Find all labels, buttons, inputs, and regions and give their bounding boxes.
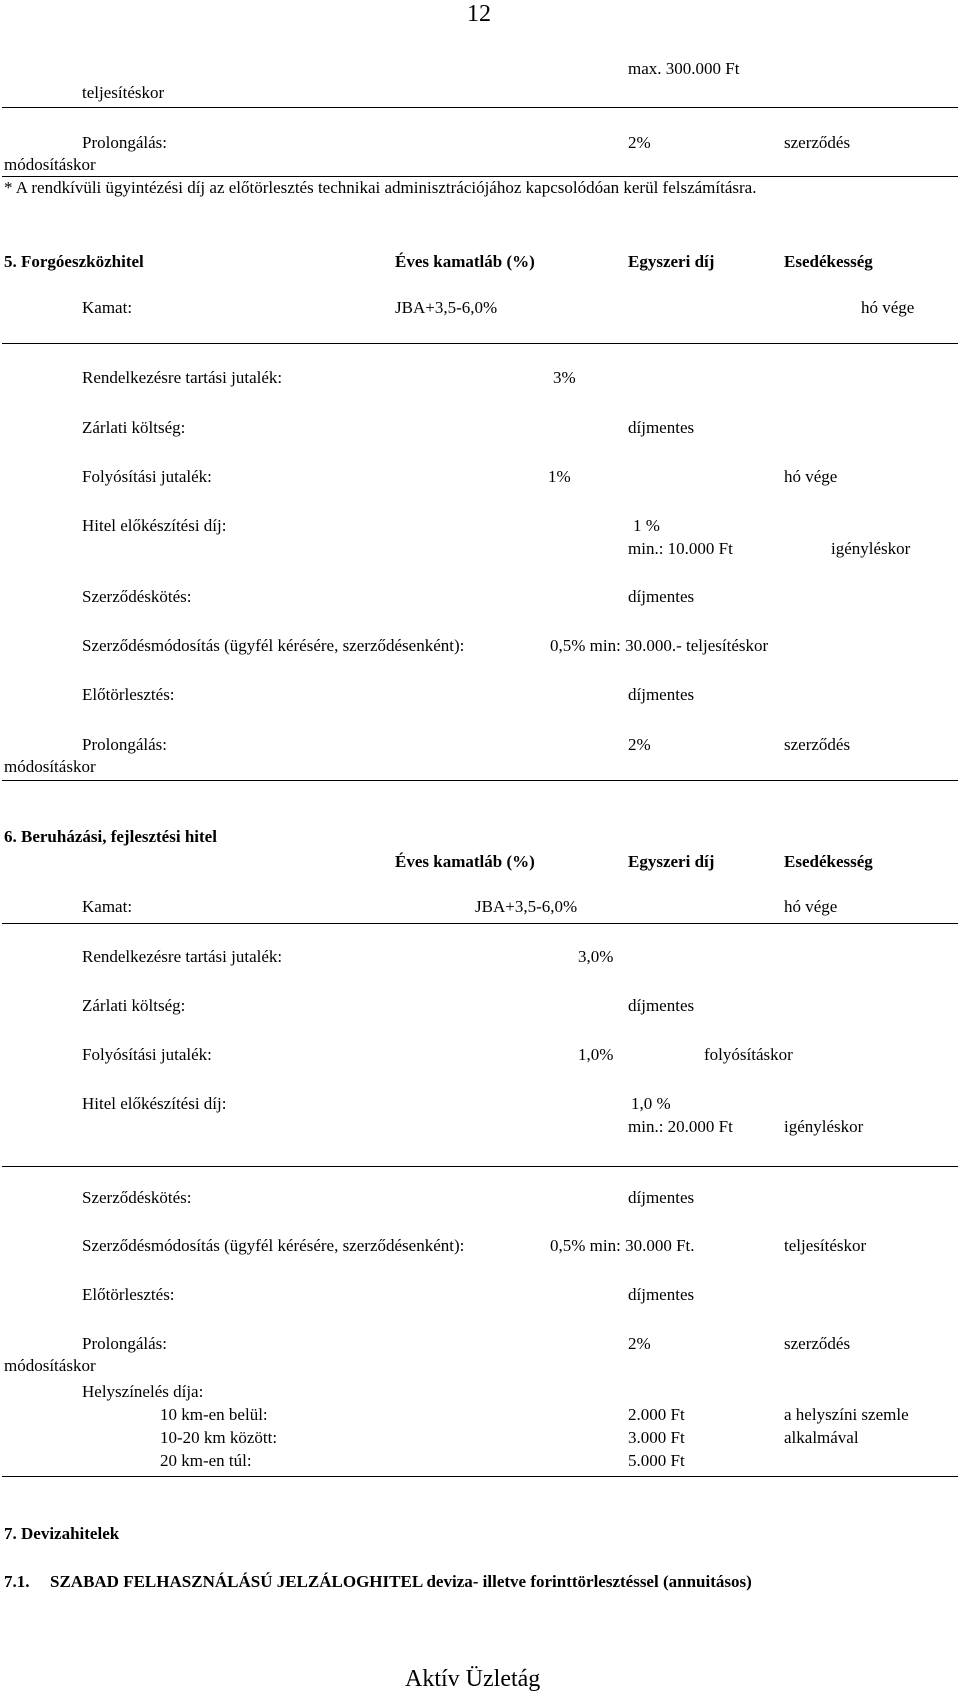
commitment-fee-value: 3% xyxy=(553,368,576,387)
interest-label: Kamat: xyxy=(82,897,133,916)
closing-cost-label: Zárlati költség: xyxy=(82,418,186,437)
contract-modification-value: 0,5% min: 30.000.- teljesítéskor xyxy=(550,636,769,655)
closing-cost-value: díjmentes xyxy=(628,996,695,1015)
prolongation-modification: módosításkor xyxy=(4,155,96,174)
disbursement-fee-label: Folyósítási jutalék: xyxy=(82,467,212,486)
header-interest-rate: Éves kamatláb (%) xyxy=(395,252,535,271)
preparation-fee-label: Hitel előkészítési díj: xyxy=(82,1094,227,1113)
disbursement-fee-label: Folyósítási jutalék: xyxy=(82,1045,212,1064)
teljesiteskor-text: teljesítéskor xyxy=(82,83,165,102)
divider xyxy=(2,1476,958,1477)
divider xyxy=(2,923,958,924)
divider xyxy=(2,176,958,177)
site-inspection-tier-2: 10-20 km között: xyxy=(160,1428,278,1447)
commitment-fee-label: Rendelkezésre tartási jutalék: xyxy=(82,947,283,966)
contracting-value: díjmentes xyxy=(628,587,695,606)
header-one-time-fee: Egyszeri díj xyxy=(628,852,715,871)
prolongation-label: Prolongálás: xyxy=(82,735,167,754)
divider xyxy=(2,780,958,781)
subsection-7-1-title: SZABAD FELHASZNÁLÁSÚ JELZÁLOGHITEL deviza- illetve forinttörlesztéssel (annuitásos) xyxy=(50,1572,752,1591)
closing-cost-value: díjmentes xyxy=(628,418,695,437)
prolongation-contract: szerződés xyxy=(784,133,851,152)
divider xyxy=(2,107,958,108)
divider xyxy=(2,1166,958,1167)
prolongation-value: 2% xyxy=(628,133,651,152)
site-inspection-tier-2-fee: 3.000 Ft xyxy=(628,1428,685,1447)
contracting-label: Szerződéskötés: xyxy=(82,1188,192,1207)
prepayment-value: díjmentes xyxy=(628,685,695,704)
section-7-title: 7. Devizahitelek xyxy=(4,1524,120,1543)
contract-modification-value: 0,5% min: 30.000 Ft. xyxy=(550,1236,695,1255)
prolongation-label: Prolongálás: xyxy=(82,133,167,152)
footnote: * A rendkívüli ügyintézési díj az előtörlesztés technikai adminisztrációjához kapcsolódóan kerül felszámításra. xyxy=(4,178,757,197)
interest-due: hó vége xyxy=(861,298,915,317)
site-inspection-tier-1: 10 km-en belül: xyxy=(160,1405,268,1424)
section-5-title: 5. Forgóeszközhitel xyxy=(4,252,144,271)
disbursement-fee-due: hó vége xyxy=(784,467,838,486)
preparation-fee-due: igényléskor xyxy=(831,539,911,558)
preparation-fee-min: min.: 10.000 Ft xyxy=(628,539,733,558)
header-due: Esedékesség xyxy=(784,852,873,871)
prepayment-label: Előtörlesztés: xyxy=(82,1285,175,1304)
prolongation-value: 2% xyxy=(628,1334,651,1353)
divider xyxy=(2,343,958,344)
interest-value: JBA+3,5-6,0% xyxy=(475,897,578,916)
interest-value: JBA+3,5-6,0% xyxy=(395,298,498,317)
page-number: 12 xyxy=(467,1,491,27)
site-inspection-tier-3: 20 km-en túl: xyxy=(160,1451,252,1470)
header-one-time-fee: Egyszeri díj xyxy=(628,252,715,271)
prolongation-modification: módosításkor xyxy=(4,1356,96,1375)
disbursement-fee-value: 1% xyxy=(548,467,571,486)
prepayment-value: díjmentes xyxy=(628,1285,695,1304)
disbursement-fee-value: 1,0% xyxy=(578,1045,614,1064)
site-inspection-label: Helyszínelés díja: xyxy=(82,1382,204,1401)
contracting-label: Szerződéskötés: xyxy=(82,587,192,606)
site-inspection-tier-3-fee: 5.000 Ft xyxy=(628,1451,685,1470)
prepayment-label: Előtörlesztés: xyxy=(82,685,175,704)
preparation-fee-min: min.: 20.000 Ft xyxy=(628,1117,733,1136)
prolongation-modification: módosításkor xyxy=(4,757,96,776)
header-due: Esedékesség xyxy=(784,252,873,271)
preparation-fee-pct: 1,0 % xyxy=(631,1094,671,1113)
contract-modification-label: Szerződésmódosítás (ügyfél kérésére, szerződésenként): xyxy=(82,636,465,655)
interest-label: Kamat: xyxy=(82,298,133,317)
preparation-fee-label: Hitel előkészítési díj: xyxy=(82,516,227,535)
section-6-title: 6. Beruházási, fejlesztési hitel xyxy=(4,827,217,846)
interest-due: hó vége xyxy=(784,897,838,916)
commitment-fee-label: Rendelkezésre tartási jutalék: xyxy=(82,368,283,387)
prolongation-value: 2% xyxy=(628,735,651,754)
subsection-7-1-number: 7.1. xyxy=(4,1572,30,1591)
preparation-fee-pct: 1 % xyxy=(633,516,660,535)
preparation-fee-due: igényléskor xyxy=(784,1117,864,1136)
site-inspection-tier-1-fee: 2.000 Ft xyxy=(628,1405,685,1424)
prolongation-contract: szerződés xyxy=(784,735,851,754)
commitment-fee-value: 3,0% xyxy=(578,947,614,966)
site-inspection-note-2: alkalmával xyxy=(784,1428,859,1447)
disbursement-fee-due: folyósításkor xyxy=(704,1045,793,1064)
prolongation-label: Prolongálás: xyxy=(82,1334,167,1353)
site-inspection-note: a helyszíni szemle xyxy=(784,1405,909,1424)
page-footer: Aktív Üzletág xyxy=(405,1666,541,1692)
prolongation-contract: szerződés xyxy=(784,1334,851,1353)
contract-modification-due: teljesítéskor xyxy=(784,1236,867,1255)
closing-cost-label: Zárlati költség: xyxy=(82,996,186,1015)
header-interest-rate: Éves kamatláb (%) xyxy=(395,852,535,871)
contract-modification-label: Szerződésmódosítás (ügyfél kérésére, szerződésenként): xyxy=(82,1236,465,1255)
max-fee-text: max. 300.000 Ft xyxy=(628,59,740,78)
contracting-value: díjmentes xyxy=(628,1188,695,1207)
